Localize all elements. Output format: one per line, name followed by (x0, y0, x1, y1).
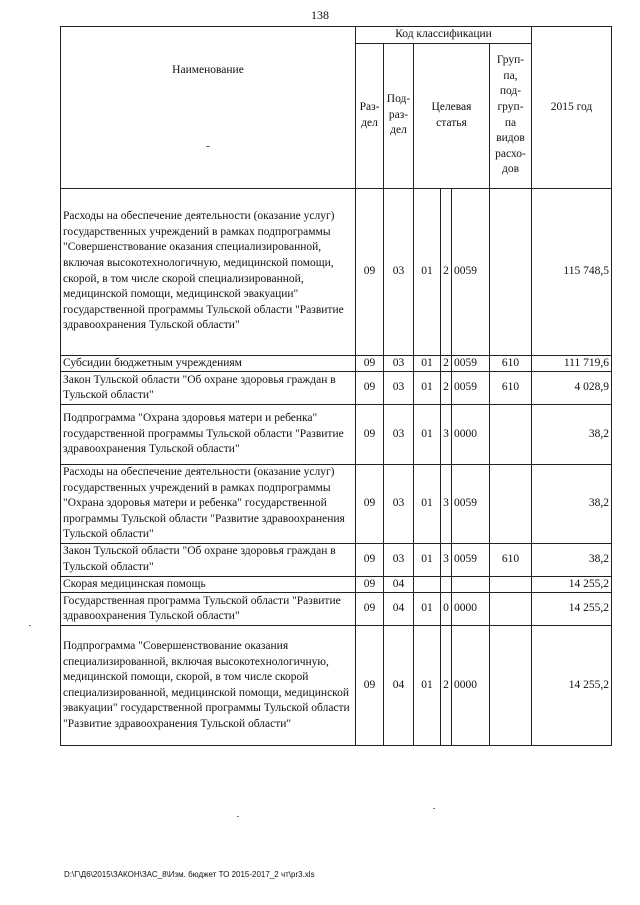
row-article-program: 01 (414, 405, 441, 465)
row-razdel: 09 (356, 626, 384, 746)
row-expense-type (490, 405, 532, 465)
row-name: Расходы на обеспечение деятельности (оказание услуг) государственных учреждений в рамках подпрограммы "Совершенствование оказания специализированной, включая высокотехнологичную, медицинской помощи, скорой, в том числе скорой специализированной, медицинской помощи, медицинской эвакуации" государственной программы Тульской области "Развитие здравоохранения Тульской области" (61, 188, 356, 355)
row-amount: 38,2 (532, 405, 612, 465)
row-article-code (452, 576, 490, 593)
row-razdel: 09 (356, 543, 384, 576)
row-expense-type (490, 626, 532, 746)
row-article-program: 01 (414, 465, 441, 544)
row-name: Подпрограмма "Совершенствование оказания специализированной, включая высокотехнологичную, медицинской помощи, скорой, в том числе скорой специализированной, медицинской помощи, медицинской эвакуации" государственной программы Тульской области "Развитие здравоохранения Тульской области" (61, 626, 356, 746)
row-razdel: 09 (356, 188, 384, 355)
row-expense-type: 610 (490, 355, 532, 372)
file-path-footer: D:\Г\Д6\2015\ЗАКОН\ЗАС_8\Изм. бюджет ТО 2015-2017_2 чт\pr3.xls (64, 870, 315, 879)
row-article-program: 01 (414, 543, 441, 576)
row-name: Государственная программа Тульской области "Развитие здравоохранения Тульской области" (61, 593, 356, 626)
row-article-program: 01 (414, 355, 441, 372)
row-article-code: 0059 (452, 188, 490, 355)
row-razdel: 09 (356, 465, 384, 544)
row-razdel: 09 (356, 593, 384, 626)
row-amount: 115 748,5 (532, 188, 612, 355)
row-article-subprogram: 3 (441, 543, 452, 576)
header-empty-mark: - (206, 139, 210, 152)
row-amount: 38,2 (532, 465, 612, 544)
row-article-program: 01 (414, 188, 441, 355)
row-expense-type (490, 576, 532, 593)
scan-speck (433, 808, 435, 809)
row-podrazdel: 03 (384, 405, 414, 465)
header-code-group: Код классификации (356, 27, 532, 44)
row-amount: 14 255,2 (532, 626, 612, 746)
table-body (61, 188, 612, 746)
row-podrazdel: 04 (384, 576, 414, 593)
header-year: 2015 год (532, 27, 612, 189)
header-podrazdel: Под- раз- дел (384, 43, 414, 188)
row-article-code: 0000 (452, 626, 490, 746)
row-name: Расходы на обеспечение деятельности (оказание услуг) государственных учреждений в рамках подпрограммы "Охрана здоровья матери и ребенка" государственной программы Тульской области "Развитие здравоохранения Тульской области" (61, 465, 356, 544)
row-article-program: 01 (414, 593, 441, 626)
page-number: 138 (311, 8, 329, 22)
row-expense-type: 610 (490, 543, 532, 576)
row-expense-type: 610 (490, 372, 532, 405)
row-article-subprogram: 2 (441, 626, 452, 746)
row-podrazdel: 03 (384, 355, 414, 372)
row-article-code: 0059 (452, 465, 490, 544)
row-razdel: 09 (356, 405, 384, 465)
table-row (61, 355, 612, 372)
row-razdel: 09 (356, 576, 384, 593)
row-razdel: 09 (356, 372, 384, 405)
row-article-subprogram: 2 (441, 355, 452, 372)
row-article-subprogram: 3 (441, 465, 452, 544)
scan-speck (237, 816, 239, 817)
row-article-program: 01 (414, 372, 441, 405)
row-article-code: 0059 (452, 355, 490, 372)
table-row (61, 465, 612, 544)
row-podrazdel: 03 (384, 372, 414, 405)
table-row (61, 372, 612, 405)
row-article-subprogram: 3 (441, 405, 452, 465)
table-row (61, 626, 612, 746)
row-razdel: 09 (356, 355, 384, 372)
header-name-label: Наименование (172, 64, 244, 76)
row-podrazdel: 04 (384, 593, 414, 626)
table-row (61, 576, 612, 593)
row-expense-type (490, 593, 532, 626)
row-article-subprogram (441, 576, 452, 593)
scan-speck (29, 625, 31, 626)
header-target-article: Целевая статья (414, 43, 490, 188)
table-row (61, 405, 612, 465)
header-expense-type: Груп- па, под- груп- па видов расхо- дов (490, 43, 532, 188)
row-article-program (414, 576, 441, 593)
row-article-code: 0000 (452, 405, 490, 465)
table-row (61, 593, 612, 626)
row-expense-type (490, 465, 532, 544)
row-podrazdel: 03 (384, 543, 414, 576)
row-amount: 14 255,2 (532, 576, 612, 593)
table-row (61, 543, 612, 576)
row-podrazdel: 03 (384, 465, 414, 544)
row-article-program: 01 (414, 626, 441, 746)
row-article-subprogram: 2 (441, 372, 452, 405)
row-name: Подпрограмма "Охрана здоровья матери и ребенка" государственной программы Тульской области "Развитие здравоохранения Тульской области" (61, 405, 356, 465)
row-name: Закон Тульской области "Об охране здоровья граждан в Тульской области" (61, 372, 356, 405)
row-article-subprogram: 2 (441, 188, 452, 355)
row-article-code: 0000 (452, 593, 490, 626)
row-amount: 4 028,9 (532, 372, 612, 405)
row-name: Скорая медицинская помощь (61, 576, 356, 593)
row-amount: 111 719,6 (532, 355, 612, 372)
row-amount: 38,2 (532, 543, 612, 576)
row-article-code: 0059 (452, 372, 490, 405)
row-name: Закон Тульской области "Об охране здоровья граждан в Тульской области" (61, 543, 356, 576)
header-razdel: Раз- дел (356, 43, 384, 188)
row-article-subprogram: 0 (441, 593, 452, 626)
table-row (61, 188, 612, 355)
header-name (61, 27, 356, 189)
row-podrazdel: 04 (384, 626, 414, 746)
row-article-code: 0059 (452, 543, 490, 576)
budget-table (60, 26, 612, 746)
row-amount: 14 255,2 (532, 593, 612, 626)
row-podrazdel: 03 (384, 188, 414, 355)
row-name: Субсидии бюджетным учреждениям (61, 355, 356, 372)
row-expense-type (490, 188, 532, 355)
